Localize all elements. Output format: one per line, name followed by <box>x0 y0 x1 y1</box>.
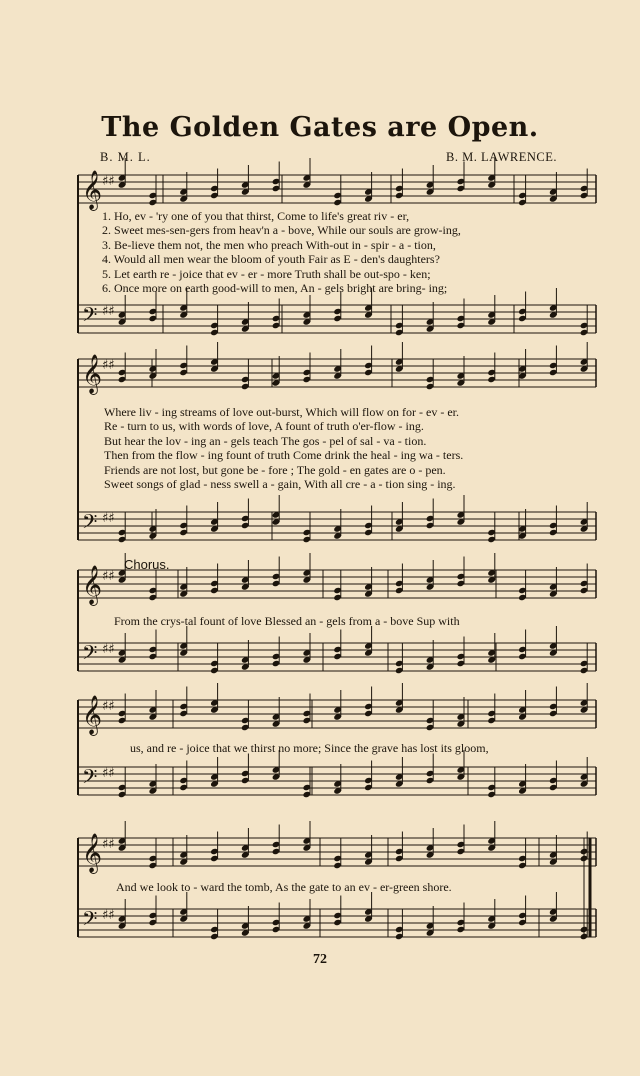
verse-block-1 <box>102 209 461 295</box>
bass-clef: 𝄢 <box>82 641 98 669</box>
key-signature: ♯♯ <box>102 511 115 526</box>
key-signature: ♯♯ <box>102 837 115 852</box>
key-signature: ♯♯ <box>102 908 115 923</box>
verse-line: But hear the lov - ing an - gels teach The gos - pel of sal - va - tion. <box>104 433 427 448</box>
music-attribution: B. M. LAWRENCE. <box>446 150 558 164</box>
key-signature: ♯♯ <box>102 569 115 584</box>
treble-clef: 𝄞 <box>82 833 103 873</box>
chorus-label: Chorus. <box>124 557 170 572</box>
treble-clef: 𝄞 <box>82 695 103 735</box>
words-attribution: B. M. L. <box>100 150 151 164</box>
chorus-lyric-line: us, and re - joice that we thirst no more; Since the grave has lost its gloom, <box>130 741 489 755</box>
bass-clef: 𝄢 <box>82 765 98 793</box>
key-signature: ♯♯ <box>102 358 115 373</box>
key-signature: ♯♯ <box>102 304 115 319</box>
verse-block-2 <box>104 405 463 491</box>
verse-line: 1. Ho, ev - 'ry one of you that thirst, Come to life's great riv - er, <box>102 209 410 223</box>
verse-line: 5. Let earth re - joice that ev - er - more Truth shall be out-spo - ken; <box>102 266 431 281</box>
bass-clef: 𝄢 <box>82 303 98 331</box>
hymn-title: The Golden Gates are Open. <box>101 112 539 143</box>
bass-clef: 𝄢 <box>82 510 98 538</box>
verse-line: Re - turn to us, with words of love, A fount of truth o'er-flow - ing. <box>104 419 424 434</box>
treble-clef: 𝄞 <box>82 354 103 394</box>
key-signature: ♯♯ <box>102 699 115 714</box>
key-signature: ♯♯ <box>102 174 115 189</box>
verse-line: Where liv - ing streams of love out-burst, Which will flow on for - ev - er. <box>104 405 460 419</box>
key-signature: ♯♯ <box>102 766 115 781</box>
chorus-lyric-line: From the crys-tal fount of love Blessed an - gels from a - bove Sup with <box>114 614 460 628</box>
verse-line: Friends are not lost, but gone be - fore ; The gold - en gates are o - pen. <box>104 462 446 477</box>
verse-line: 6. Once more on earth good-will to men, An - gels bright are bring- ing; <box>102 280 448 295</box>
verse-line: Then from the flow - ing fount of truth Come drink the heal - ing wa - ters. <box>104 448 464 463</box>
verse-line: Sweet songs of glad - ness swell a - gain, With all cre - a - tion sing - ing. <box>104 476 456 491</box>
chorus-lyric-line: And we look to - ward the tomb, As the gate to an ev - er-green shore. <box>116 880 452 894</box>
key-signature: ♯♯ <box>102 642 115 657</box>
treble-clef: 𝄞 <box>82 565 103 605</box>
verse-line: 3. Be-lieve them not, the men who preach With-out in - spir - a - tion, <box>102 237 436 252</box>
page-number: 72 <box>313 952 327 967</box>
treble-clef: 𝄞 <box>82 170 103 210</box>
verse-line: 4. Would all men wear the bloom of youth Fair as E - den's daughters? <box>102 252 440 267</box>
bass-clef: 𝄢 <box>82 907 98 935</box>
verse-line: 2. Sweet mes-sen-gers from heav'n a - bove, While our souls are grow-ing, <box>102 223 461 238</box>
